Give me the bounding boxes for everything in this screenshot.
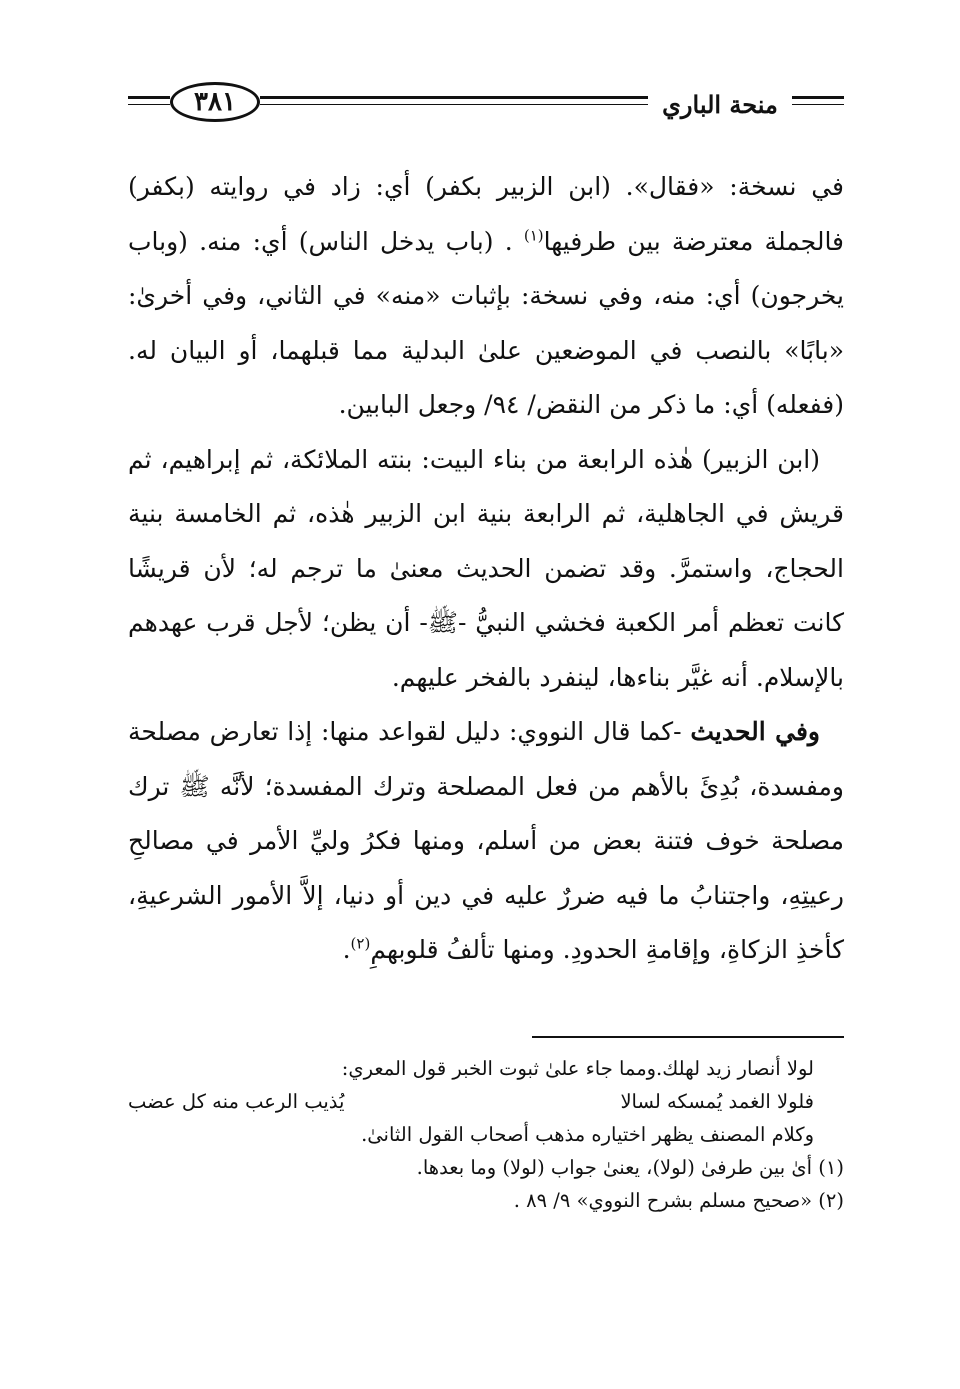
footnote-2: (٢) «صحيح مسلم بشرح النووي» ٩/ ٨٩ .: [513, 1189, 844, 1212]
footnote-ref-2: (٢): [350, 934, 371, 953]
footnote-separator: [532, 1036, 844, 1038]
main-text: [128, 160, 844, 978]
paragraph-2: (ابن الزبير) هٰذه الرابعة من بناء البيت: بنته الملائكة، ثم إبراهيم، ثم قريش في الجاهلية، ثم الرابعة بنية ابن الزبير هٰذه، ثم الخامسة بنية الحجاج، واستمرَّ. وقد تضمن الحديث معنىٰ ما ترجم له؛ لأن قريشًا كانت تعظم أمر الكعبة فخشي النبيُّ -ﷺ- أن يظن؛ لأجل قرب عهدهم بالإسلام. أنه غيَّر بناءها، لينفرد بالفخر عليهم.: [128, 444, 844, 692]
paragraph-3-text-a: -كما قال النووي: دليل لقواعد منها: إذا تعارض مصلحة ومفسدة، بُدِئَ بالأهم من فعل المصلحة وترك المفسدة؛ لأنَّه ﷺ ترك مصلحة خوف فتنة بعض من أسلم، ومنها فكرُ وليِّ الأمر في مصالحِ رعيتِهِ، واجتنابُ ما فيه ضررٌ عليه في دين أو دنيا، إلاَّ الأمور الشرعيةِ، كأخذِ الزكاةِ، وإقامةِ الحدودِ. ومنها تألفُ قلوبهمِ: [128, 717, 844, 964]
poetry-verse: [128, 1085, 844, 1118]
footnote-ref-1: (١): [523, 226, 544, 245]
page-number: ٣٨١: [170, 82, 260, 122]
page-header: [128, 82, 844, 130]
book-title: منحة الباري: [662, 89, 778, 119]
paragraph-1-text-a: في نسخة: «فقال». (ابن الزبير بكفر) أي: زاد في روايته (بكفر) فالجملة معترضة بين طرفيها: [128, 172, 845, 256]
footnote-continuation: لولا أنصار زيد لهلك.ومما جاء علىٰ ثبوت الخبر قول المعري:: [341, 1057, 814, 1080]
paragraph-3-lead: وفي الحديث: [690, 717, 820, 746]
footnotes: [128, 1052, 844, 1217]
paragraph-3-text-b: .: [342, 935, 351, 964]
footnote-comment: وكلام المصنف يظهر اختياره مذهب أصحاب القول الثانىٰ.: [361, 1123, 814, 1146]
footnote-1: (١) أىٰ بين طرفىٰ (لولا)، يعنىٰ جواب (لولا) وما بعدها.: [416, 1156, 844, 1179]
paragraph-3: [128, 705, 844, 978]
header-rule-left: [128, 96, 170, 105]
verse-hemistich-1: فلولا الغمد يُمسكه لسالا: [620, 1090, 814, 1113]
verse-hemistich-2: يُذيب الرعب منه كل عضب: [128, 1090, 345, 1113]
paragraph-1: [128, 160, 844, 433]
paragraph-1-text-b: . (باب يدخل الناس) أي: منه. (وباب يخرجون) أي: منه، وفي نسخة: بإثبات «منه» في الثاني، وفي أخرىٰ: «بابًا» بالنصب في الموضعين علىٰ البدلية مما قبلهما، أو البيان له. (ففعله) أي: ما ذكر من النقض/ ٩٤/ وجعل البابين.: [128, 226, 844, 419]
header-rule-middle: [260, 96, 648, 105]
header-rule-right: [792, 96, 844, 105]
